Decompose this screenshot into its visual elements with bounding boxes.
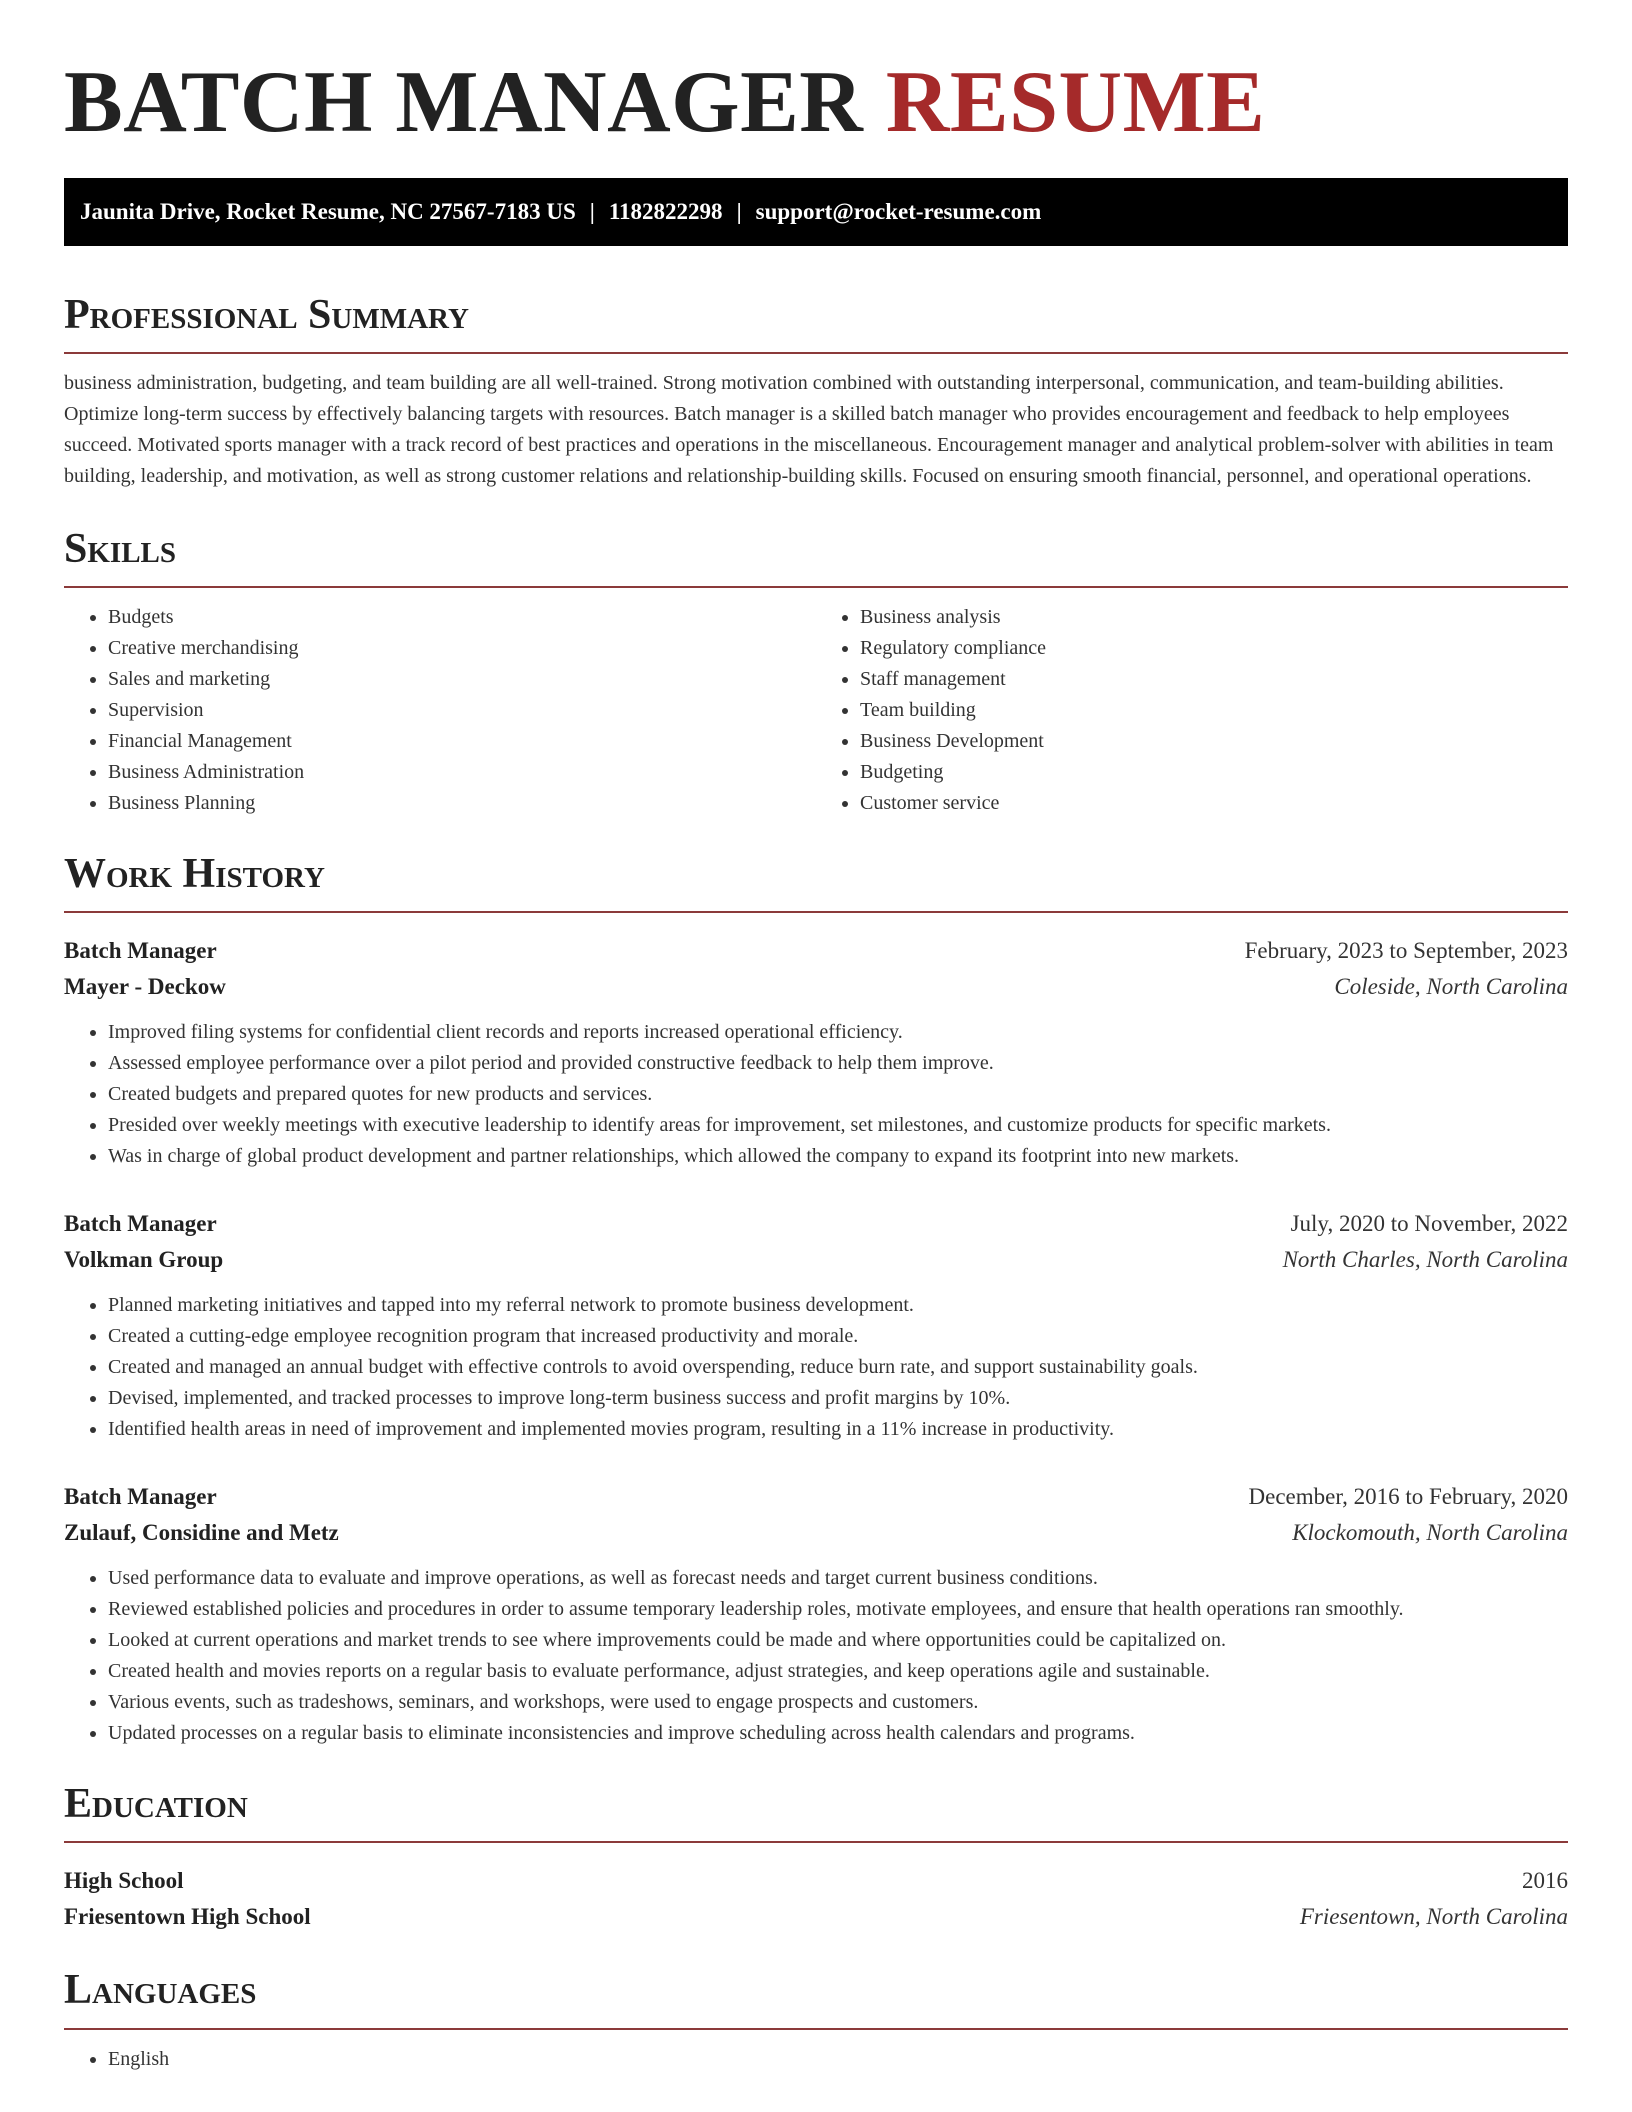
summary-text: business administration, budgeting, and team building are all well-trained. Strong motivation combined with outstanding interpersonal, communication, and team-building abilities. Optimize long-term success by effectively balancing targets with resources. Batch manager is a skilled batch manager who provides encouragement and feedback to help employees succeed. Motivated sports manager with a track record of best practices and operations in the miscellaneous. Encouragement manager and analytical problem-solver with abilities in team building, leadership, and motivation, as well as strong customer relations and relationship-building skills. Focused on ensuring smooth financial, personnel, and operational operations. xyxy=(64,371,1554,487)
job-header-row xyxy=(64,933,1568,969)
job-bullet: • Devised, implemented, and tracked processes to improve long-term business success and profit margins by 10%. xyxy=(108,1383,1568,1414)
job-bullet: • Created a cutting-edge employee recognition program that increased productivity and morale. xyxy=(108,1321,1568,1352)
skills-heading: Skills xyxy=(64,526,1568,588)
skills-columns xyxy=(64,602,1568,819)
job-location: Coleside, North Carolina xyxy=(1334,974,1568,1000)
job-title: Batch Manager xyxy=(64,938,217,964)
contact-separator: | xyxy=(589,198,595,224)
job-company-row xyxy=(64,969,1568,1005)
skill-item: • Regulatory compliance xyxy=(860,633,1568,664)
skill-item: • Creative merchandising xyxy=(108,633,816,664)
skills-list-left xyxy=(64,602,816,819)
job-title: Batch Manager xyxy=(64,1484,217,1510)
education-heading: Education xyxy=(64,1781,1568,1843)
languages-list xyxy=(64,2044,1568,2075)
resume-title-role: BATCH MANAGER xyxy=(64,54,864,151)
job-dates: July, 2020 to November, 2022 xyxy=(1290,1211,1568,1237)
contact-address: Jaunita Drive, Rocket Resume, NC 27567-7183 US xyxy=(80,198,576,224)
summary-heading: Professional Summary xyxy=(64,292,1568,354)
job-bullet: • Created health and movies reports on a regular basis to evaluate performance, adjust strategies, and keep operations agile and sustainable. xyxy=(108,1656,1568,1687)
job-title: Batch Manager xyxy=(64,1211,217,1237)
job-entry xyxy=(64,1206,1568,1445)
skill-item: • Budgets xyxy=(108,602,816,633)
skill-item: • Business analysis xyxy=(860,602,1568,633)
skills-list-right xyxy=(816,602,1568,819)
job-location: North Charles, North Carolina xyxy=(1282,1247,1568,1273)
skill-item: • Business Planning xyxy=(108,788,816,819)
job-bullet: • Improved filing systems for confidential client records and reports increased operational efficiency. xyxy=(108,1017,1568,1048)
job-bullet: • Various events, such as tradeshows, seminars, and workshops, were used to engage prospects and customers. xyxy=(108,1687,1568,1718)
job-bullet: • Updated processes on a regular basis to eliminate inconsistencies and improve scheduling across health calendars and programs. xyxy=(108,1718,1568,1749)
skill-item: • Staff management xyxy=(860,664,1568,695)
job-bullet: • Reviewed established policies and procedures in order to assume temporary leadership roles, motivate employees, and ensure that health operations ran smoothly. xyxy=(108,1594,1568,1625)
education-degree: High School xyxy=(64,1868,184,1894)
education-entry xyxy=(64,1863,1568,1935)
job-bullet: • Planned marketing initiatives and tapped into my referral network to promote business development. xyxy=(108,1290,1568,1321)
job-bullets xyxy=(64,1563,1568,1749)
skill-item: • Business Development xyxy=(860,726,1568,757)
skill-item: • Financial Management xyxy=(108,726,816,757)
education-location: Friesentown, North Carolina xyxy=(1299,1904,1568,1930)
education-year: 2016 xyxy=(1522,1868,1568,1894)
education-section xyxy=(64,1781,1568,1935)
skill-item: • Team building xyxy=(860,695,1568,726)
resume-title-word: RESUME xyxy=(885,54,1266,151)
languages-section xyxy=(64,1967,1568,2074)
job-bullet: • Identified health areas in need of improvement and implemented movies program, resulting in a 11% increase in productivity. xyxy=(108,1414,1568,1445)
job-location: Klockomouth, North Carolina xyxy=(1292,1520,1568,1546)
job-bullet: • Was in charge of global product development and partner relationships, which allowed the company to expand its footprint into new markets. xyxy=(108,1141,1568,1172)
work-section xyxy=(64,851,1568,1749)
resume-title xyxy=(64,50,1568,156)
job-bullet: • Created and managed an annual budget with effective controls to avoid overspending, reduce burn rate, and support sustainability goals. xyxy=(108,1352,1568,1383)
job-company: Volkman Group xyxy=(64,1247,224,1273)
skill-item: • Business Administration xyxy=(108,757,816,788)
job-company-row xyxy=(64,1242,1568,1278)
job-company-row xyxy=(64,1515,1568,1551)
job-bullet: • Created budgets and prepared quotes for new products and services. xyxy=(108,1079,1568,1110)
job-company: Zulauf, Considine and Metz xyxy=(64,1520,339,1546)
job-dates: February, 2023 to September, 2023 xyxy=(1244,938,1568,964)
contact-phone: 1182822298 xyxy=(608,198,723,224)
languages-heading: Languages xyxy=(64,1967,1568,2029)
contact-email: support@rocket-resume.com xyxy=(755,198,1042,224)
job-header-row xyxy=(64,1479,1568,1515)
job-company: Mayer - Deckow xyxy=(64,974,226,1000)
skill-item: • Sales and marketing xyxy=(108,664,816,695)
skill-item: • Supervision xyxy=(108,695,816,726)
education-school: Friesentown High School xyxy=(64,1904,311,1930)
skill-item: • Budgeting xyxy=(860,757,1568,788)
job-header-row xyxy=(64,1206,1568,1242)
language-item: • English xyxy=(108,2044,1568,2075)
work-heading: Work History xyxy=(64,851,1568,913)
contact-bar xyxy=(64,178,1568,246)
job-bullet: • Looked at current operations and market trends to see where improvements could be made and where opportunities could be capitalized on. xyxy=(108,1625,1568,1656)
job-dates: December, 2016 to February, 2020 xyxy=(1248,1484,1568,1510)
summary-section xyxy=(64,292,1568,492)
job-bullets xyxy=(64,1290,1568,1445)
job-entry xyxy=(64,1479,1568,1749)
job-bullet: • Assessed employee performance over a pilot period and provided constructive feedback to help them improve. xyxy=(108,1048,1568,1079)
job-bullet: • Used performance data to evaluate and improve operations, as well as forecast needs and target current business conditions. xyxy=(108,1563,1568,1594)
job-bullet: • Presided over weekly meetings with executive leadership to identify areas for improvement, set milestones, and customize products for specific markets. xyxy=(108,1110,1568,1141)
job-bullets xyxy=(64,1017,1568,1172)
education-school-row xyxy=(64,1899,1568,1935)
contact-separator: | xyxy=(736,198,742,224)
education-degree-row xyxy=(64,1863,1568,1899)
job-entry xyxy=(64,933,1568,1172)
skill-item: • Customer service xyxy=(860,788,1568,819)
skills-section xyxy=(64,526,1568,819)
